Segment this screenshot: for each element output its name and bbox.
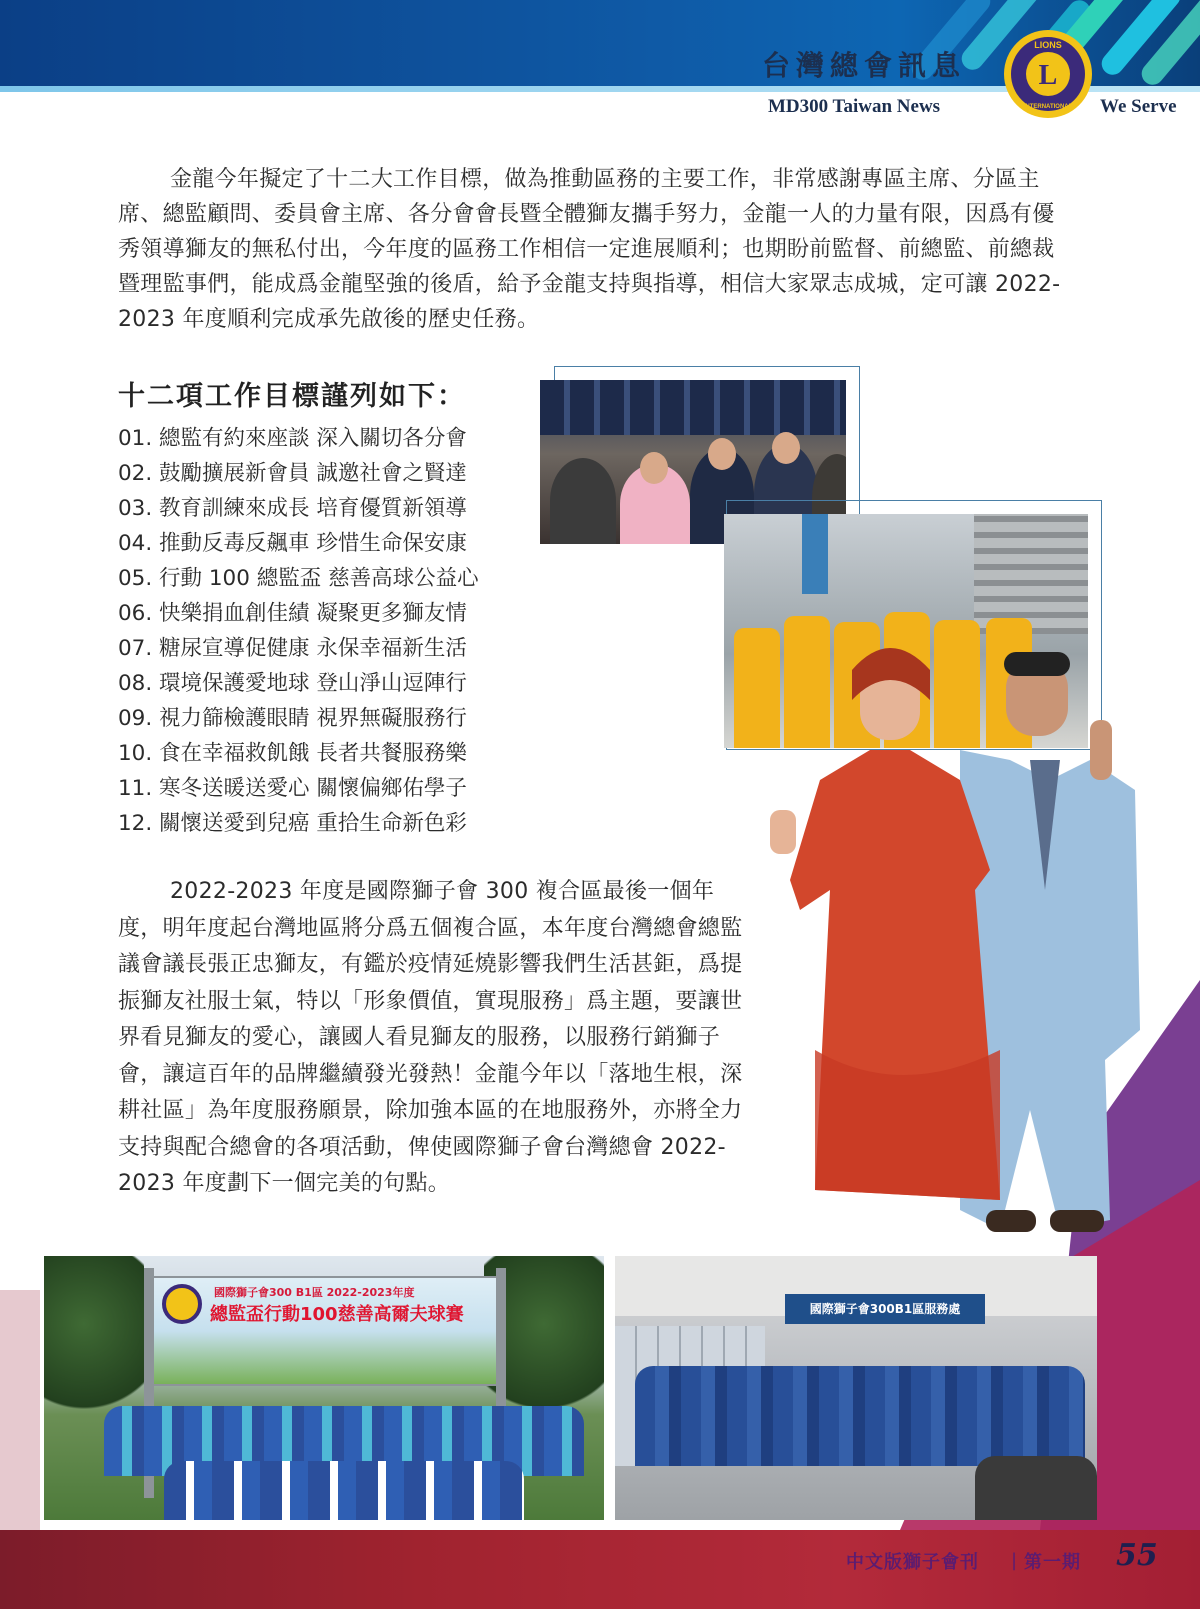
- goal-item: 12. 關懷送愛到兒癌 重拾生命新色彩: [118, 811, 467, 836]
- person-head: [640, 452, 668, 484]
- goal-item: 07. 糖尿宣導促健康 永保幸福新生活: [118, 636, 467, 661]
- woman-figure: [770, 648, 1000, 1200]
- goal-item: 11. 寒冬送暖送愛心 關懷偏鄉佑學子: [118, 776, 467, 801]
- logo-top-text: LIONS: [1034, 40, 1062, 50]
- chandelier-ceiling: [540, 380, 846, 435]
- intro-paragraph: 金龍今年擬定了十二大工作目標，做為推動區務的主要工作，非常感謝專區主席、分區主席、總監顧問、委員會主席、各分會會長暨全體獅友攜手努力，金龍一人的力量有限，因爲有優秀領導獅友的無私付出，今年度的區務工作相信一定進展順利；也期盼前監督、前總監、前總裁暨理監事們，能成爲金龍堅強的後盾，給予金龍支持與指導，相信大家眾志成城，定可讓 2022-2023 年度順利完成承先啟後的歷史任務。: [118, 167, 1061, 332]
- goal-item: 04. 推動反毒反飆車 珍惜生命保安康: [118, 531, 467, 556]
- goal-item: 05. 行動 100 總監盃 慈善高球公益心: [118, 566, 479, 591]
- lions-badge: [162, 1284, 202, 1324]
- golf-banner-line1: 國際獅子會300 B1區 2022-2023年度: [214, 1286, 415, 1299]
- page-number: 55: [1116, 1538, 1158, 1573]
- person: [550, 458, 616, 544]
- section-subtitle: MD300 Taiwan News: [768, 96, 941, 117]
- photo-service-office: [615, 1256, 1097, 1520]
- footer-separator: |: [1011, 1550, 1018, 1571]
- palm-tree: [44, 1256, 144, 1426]
- group-of-members: [635, 1366, 1085, 1466]
- building-facade: [974, 514, 1088, 634]
- goal-item: 02. 鼓勵擴展新會員 誠邀社會之賢達: [118, 461, 467, 486]
- issue-label: 第一期: [1024, 1552, 1081, 1573]
- publication-name: 中文版獅子會刊: [846, 1552, 979, 1573]
- scooter: [975, 1456, 1097, 1520]
- section-title: 台灣總會訊息: [762, 49, 967, 82]
- goal-item: 03. 教育訓練來成長 培育優質新領導: [118, 496, 467, 521]
- person-head: [772, 432, 800, 464]
- logo-letter: L: [1038, 60, 1058, 91]
- group-row-front: [164, 1461, 524, 1520]
- goal-item: 06. 快樂捐血創佳績 凝聚更多獅友情: [118, 601, 467, 626]
- goals-heading: 十二項工作目標謹列如下：: [118, 381, 466, 412]
- golf-banner: [152, 1276, 498, 1386]
- goal-item: 10. 食在幸福救飢餓 長者共餐服務樂: [118, 741, 467, 766]
- person-head: [708, 438, 736, 470]
- banner: [802, 514, 828, 594]
- goal-item: 08. 環境保護愛地球 登山淨山逗陣行: [118, 671, 467, 696]
- goal-item: 01. 總監有約來座談 深入關切各分會: [118, 426, 467, 451]
- closing-paragraph: 2022-2023 年度是國際獅子會 300 複合區最後一個年度，明年度起台灣地區將分爲五個複合區，本年度台灣總會總監議會議長張正忠獅友，有鑑於疫情延燒影響我們生活甚鉅，爲提振獅友社服士氣，特以「形象價值，實現服務」爲主題，要讓世界看見獅友的愛心，讓國人看見獅友的服務，以服務行銷獅子會，讓這百年的品牌繼續發光發熱！金龍今年以「落地生根，深耕社區」為年度服務願景，除加強本區的在地服務外，亦將全力支持與配合總會的各項活動，俾使國際獅子會台灣總會 2022-2023 年度劃下一個完美的句點。: [118, 879, 743, 1196]
- logo-bottom-text: INTERNATIONAL: [1023, 104, 1073, 110]
- motto: We Serve: [1100, 96, 1177, 117]
- storefront-sign: 國際獅子會300B1區服務處: [785, 1294, 985, 1324]
- portrait-couple: [760, 630, 1160, 1270]
- golf-banner-line2: 總監盃行動100慈善高爾夫球賽: [210, 1304, 464, 1325]
- goal-item: 09. 視力篩檢護眼睛 視界無礙服務行: [118, 706, 467, 731]
- footer-band: [0, 1530, 1200, 1609]
- photo-golf-event: [44, 1256, 604, 1520]
